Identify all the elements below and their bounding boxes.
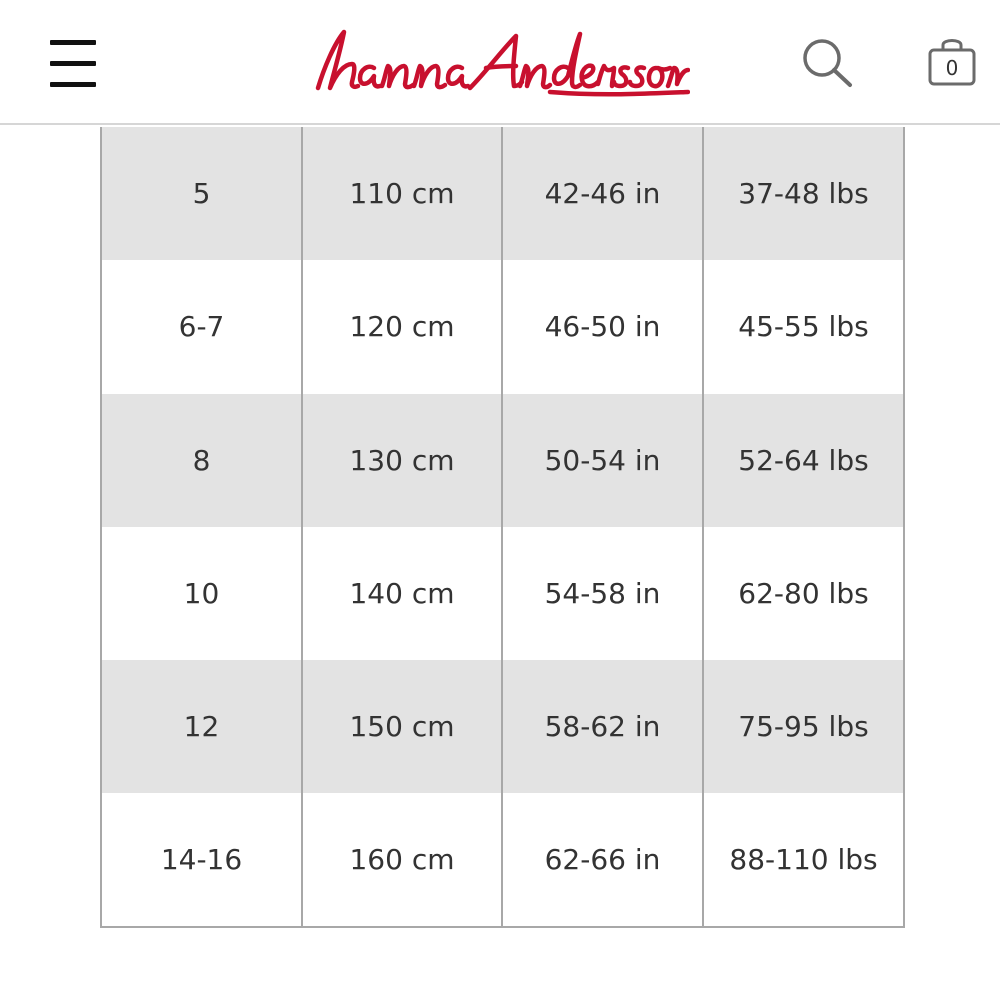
hamburger-menu-icon <box>50 40 96 45</box>
size-cell: 6-7 <box>101 260 302 393</box>
size-cell: 14-16 <box>101 793 302 926</box>
cm-cell: 130 cm <box>302 394 502 527</box>
site-header <box>0 0 1000 125</box>
height-cell: 62-66 in <box>502 793 703 926</box>
weight-cell: 62-80 lbs <box>703 527 904 660</box>
brand-logo-script <box>310 22 690 102</box>
weight-cell: 45-55 lbs <box>703 260 904 393</box>
search-button[interactable] <box>800 36 856 90</box>
table-row <box>101 260 904 393</box>
weight-cell: 37-48 lbs <box>703 127 904 260</box>
size-cell: 8 <box>101 394 302 527</box>
cm-cell: 120 cm <box>302 260 502 393</box>
shopping-bag-button[interactable] <box>924 34 980 90</box>
size-chart-table <box>100 127 905 928</box>
weight-cell: 52-64 lbs <box>703 394 904 527</box>
height-cell: 42-46 in <box>502 127 703 260</box>
cm-cell: 160 cm <box>302 793 502 926</box>
height-cell: 46-50 in <box>502 260 703 393</box>
weight-cell: 88-110 lbs <box>703 793 904 926</box>
search-icon <box>800 36 856 90</box>
table-row <box>101 660 904 793</box>
size-cell: 12 <box>101 660 302 793</box>
height-cell: 54-58 in <box>502 527 703 660</box>
height-cell: 50-54 in <box>502 394 703 527</box>
size-cell: 10 <box>101 527 302 660</box>
table-row <box>101 527 904 660</box>
weight-cell: 75-95 lbs <box>703 660 904 793</box>
menu-button[interactable] <box>50 40 96 88</box>
bag-count-badge: 0 <box>945 56 959 80</box>
cm-cell: 150 cm <box>302 660 502 793</box>
table-row <box>101 793 904 926</box>
cm-cell: 110 cm <box>302 127 502 260</box>
cm-cell: 140 cm <box>302 527 502 660</box>
brand-logo[interactable] <box>310 22 690 102</box>
table-row <box>101 127 904 260</box>
size-cell: 5 <box>101 127 302 260</box>
table-row <box>101 394 904 527</box>
height-cell: 58-62 in <box>502 660 703 793</box>
